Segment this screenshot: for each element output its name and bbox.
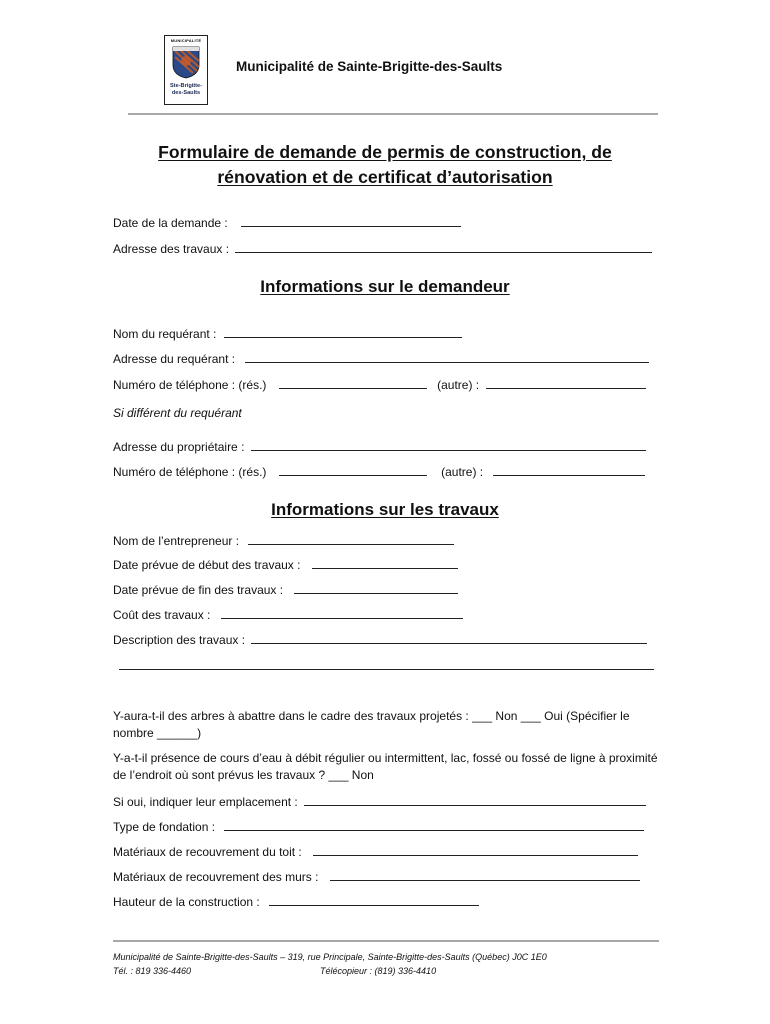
logo-name-line1: Ste-Brigitte- <box>169 83 202 89</box>
municipality-name: Municipalité de Sainte-Brigitte-des-Saults <box>236 59 503 74</box>
work-address-label: Adresse des travaux : <box>113 242 230 256</box>
owner-other-phone-label: (autre) : <box>441 465 484 479</box>
applicant-address-label: Adresse du requérant : <box>113 352 236 366</box>
work-address-input-line[interactable] <box>235 240 652 253</box>
owner-phone-field <box>113 463 645 479</box>
request-date-label: Date de la demande : <box>113 216 228 230</box>
foundation-field <box>113 818 644 834</box>
coat-of-arms-icon <box>171 45 201 79</box>
applicant-phone-input-line[interactable] <box>279 376 427 389</box>
applicant-name-input-line[interactable] <box>224 325 462 338</box>
trees-question: Y-aura-t-il des arbres à abattre dans le cadre des travaux projetés : ___ Non ___ Oui (Spécifier le nombre ______) <box>113 709 630 740</box>
description-input-line[interactable] <box>251 631 647 644</box>
contractor-label: Nom de l’entrepreneur : <box>113 534 240 548</box>
height-label: Hauteur de la construction : <box>113 895 260 909</box>
owner-phone-input-line[interactable] <box>279 463 427 476</box>
start-date-field <box>113 556 458 572</box>
work-section-heading: Informations sur les travaux <box>271 500 499 519</box>
end-date-input-line[interactable] <box>294 581 458 594</box>
owner-other-phone-input-line[interactable] <box>493 463 645 476</box>
footer-phone: Tél. : 819 336-4460 <box>113 966 192 976</box>
applicant-section-heading: Informations sur le demandeur <box>260 277 510 296</box>
footer-divider <box>113 940 659 942</box>
cost-input-line[interactable] <box>221 606 463 619</box>
location-label: Si oui, indiquer leur emplacement : <box>113 795 298 809</box>
description-continuation-line[interactable] <box>119 668 654 670</box>
form-title-line2: rénovation et de certificat d’autorisation <box>217 167 553 187</box>
logo-top-text: MUNICIPALITÉ <box>170 38 202 43</box>
header-divider <box>128 113 658 115</box>
owner-address-field <box>113 438 646 454</box>
request-date-input-line[interactable] <box>241 214 461 227</box>
foundation-input-line[interactable] <box>224 818 644 831</box>
wall-material-input-line[interactable] <box>330 868 640 881</box>
roof-material-label: Matériaux de recouvrement du toit : <box>113 845 302 859</box>
wall-material-label: Matériaux de recouvrement des murs : <box>113 870 319 884</box>
footer-fax: Télécopieur : (819) 336-4410 <box>320 966 437 976</box>
applicant-other-phone-input-line[interactable] <box>486 376 646 389</box>
form-title-line1: Formulaire de demande de permis de construction, de <box>158 142 612 162</box>
end-date-label: Date prévue de fin des travaux : <box>113 583 284 597</box>
start-date-input-line[interactable] <box>312 556 458 569</box>
start-date-label: Date prévue de début des travaux : <box>113 558 301 572</box>
roof-material-field <box>113 843 638 859</box>
wall-material-field <box>113 868 640 884</box>
height-field <box>113 893 479 909</box>
location-field <box>113 793 646 809</box>
end-date-field <box>113 581 458 597</box>
foundation-label: Type de fondation : <box>113 820 216 834</box>
applicant-phone-field <box>113 376 646 392</box>
roof-material-input-line[interactable] <box>313 843 638 856</box>
description-label: Description des travaux : <box>113 633 246 647</box>
applicant-address-field <box>113 350 649 366</box>
applicant-name-field <box>113 325 462 341</box>
logo-name <box>165 83 207 96</box>
description-field <box>113 631 647 647</box>
owner-phone-label: Numéro de téléphone : (rés.) <box>113 465 267 479</box>
request-date-field <box>113 214 461 230</box>
applicant-phone-label: Numéro de téléphone : (rés.) <box>113 378 267 392</box>
footer-address: Municipalité de Sainte-Brigitte-des-Saults – 319, rue Principale, Sainte-Brigitte-des-Saults (Québec) J0C 1E0 <box>113 952 547 962</box>
municipality-logo <box>164 35 208 105</box>
work-address-field <box>113 240 652 256</box>
contractor-field <box>113 532 454 548</box>
cost-field <box>113 606 463 622</box>
if-different-note: Si différent du requérant <box>113 406 242 420</box>
cost-label: Coût des travaux : <box>113 608 211 622</box>
logo-name-line2: des-Saults <box>171 89 201 96</box>
applicant-address-input-line[interactable] <box>245 350 649 363</box>
applicant-other-phone-label: (autre) : <box>437 378 480 392</box>
water-question: Y-a-t-il présence de cours d’eau à débit régulier ou intermittent, lac, fossé ou fossé de ligne à proximité de l’endroit où sont prévus les travaux ? ___ Non <box>113 751 658 782</box>
height-input-line[interactable] <box>269 893 479 906</box>
owner-address-label: Adresse du propriétaire : <box>113 440 245 454</box>
owner-address-input-line[interactable] <box>251 438 646 451</box>
location-input-line[interactable] <box>304 793 646 806</box>
contractor-input-line[interactable] <box>248 532 454 545</box>
applicant-name-label: Nom du requérant : <box>113 327 217 341</box>
